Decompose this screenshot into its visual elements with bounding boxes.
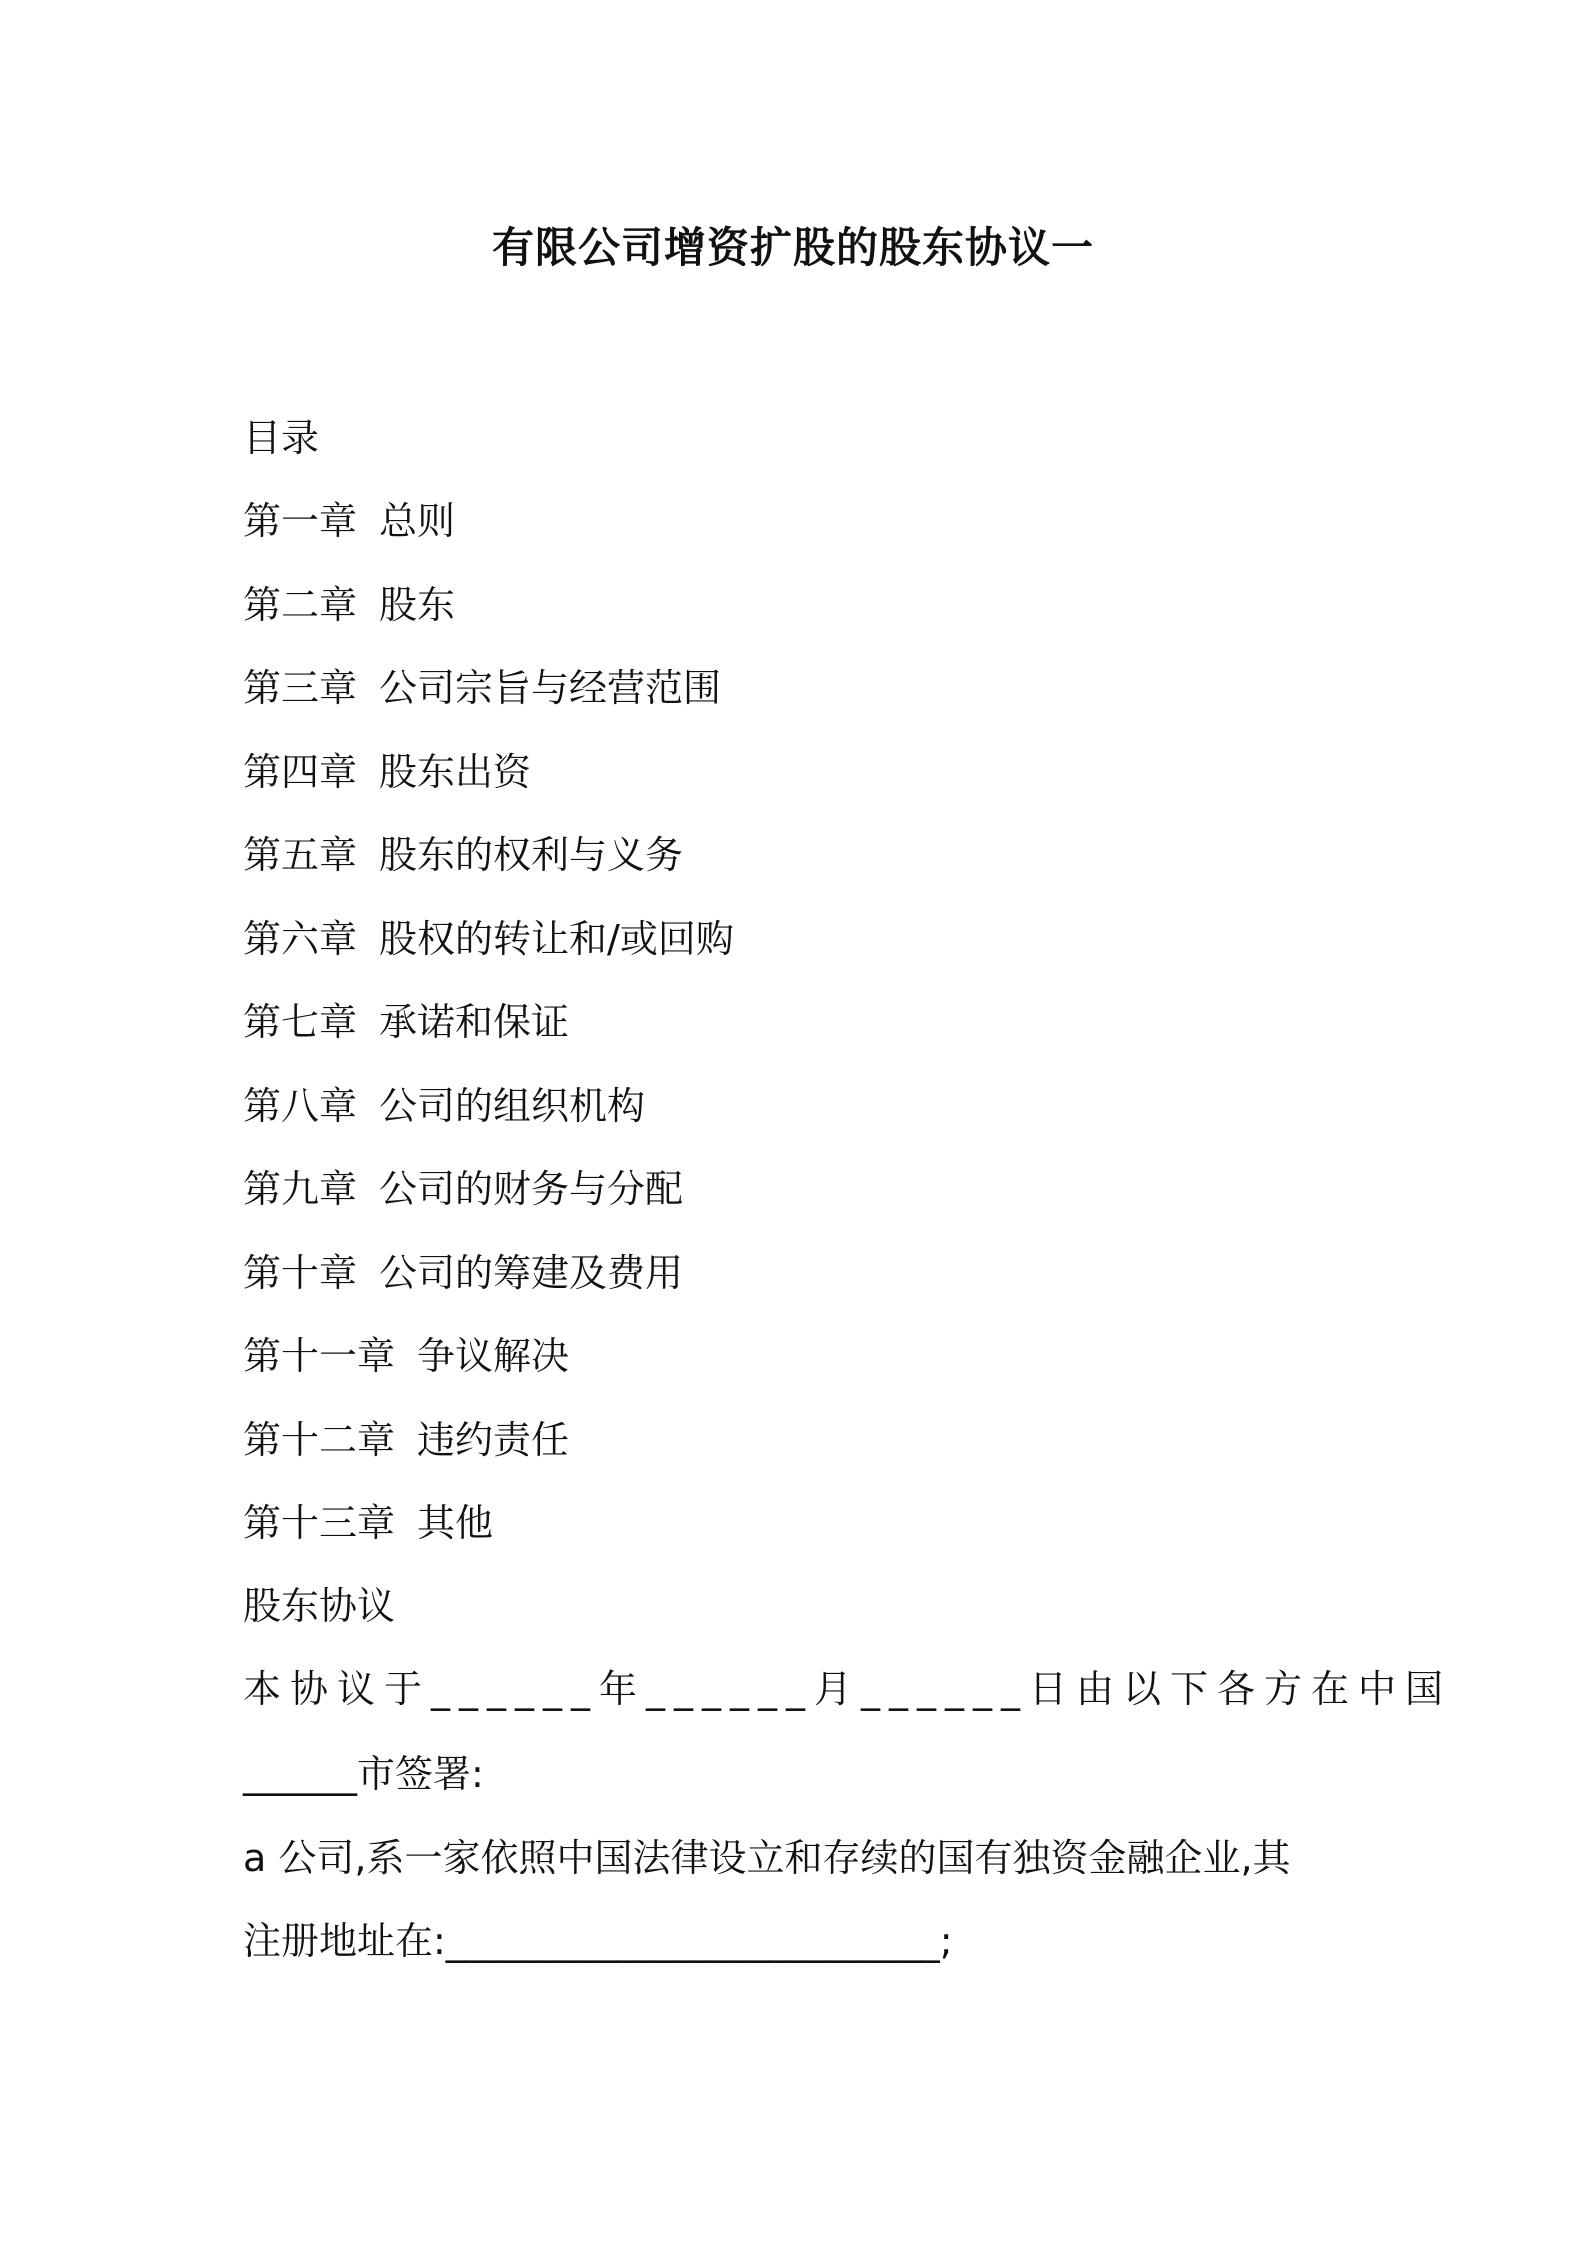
toc-item (243, 1414, 734, 1498)
chapter-number: 第十一章 (243, 1334, 396, 1378)
chapter-number: 第七章 (243, 1000, 358, 1044)
toc-item (243, 579, 734, 663)
chapter-name: 股权的转让和/或回购 (379, 916, 734, 961)
chapter-name: 公司的财务与分配 (379, 1167, 684, 1211)
toc-heading: 目录 (243, 416, 320, 460)
chapter-number: 第一章 (243, 499, 358, 543)
toc-item (243, 913, 734, 997)
chapter-name: 其他 (417, 1501, 494, 1545)
toc-item (243, 1080, 734, 1164)
chapter-name: 总则 (379, 499, 456, 543)
chapter-name: 股东 (379, 582, 456, 627)
toc-item (243, 746, 734, 830)
toc-item (243, 495, 734, 579)
chapter-name: 公司的组织机构 (379, 1083, 646, 1128)
toc-item (243, 1163, 734, 1247)
chapter-name: 股东的权利与义务 (379, 833, 684, 877)
chapter-number: 第二章 (243, 582, 358, 627)
toc-item (243, 1247, 734, 1331)
chapter-number: 第六章 (243, 916, 358, 961)
chapter-number: 第十二章 (243, 1417, 396, 1462)
chapter-number: 第八章 (243, 1083, 358, 1128)
paragraph-line: 本协议于______年______月______日由以下各方在中国 (243, 1667, 1453, 1711)
chapter-name: 争议解决 (417, 1334, 570, 1378)
paragraph-line: ______市签署: (243, 1752, 484, 1796)
toc-item (243, 829, 734, 913)
paragraph-line: 注册地址在:__________________________; (243, 1919, 953, 1963)
toc-item (243, 996, 734, 1080)
table-of-contents (243, 495, 734, 1581)
paragraph-line: a 公司,系一家依照中国法律设立和存续的国有独资金融企业,其 (243, 1836, 1291, 1880)
chapter-number: 第五章 (243, 833, 358, 877)
chapter-number: 第九章 (243, 1167, 358, 1211)
chapter-number: 第三章 (243, 666, 358, 710)
chapter-name: 公司的筹建及费用 (379, 1250, 684, 1295)
toc-item (243, 1330, 734, 1414)
toc-item (243, 662, 734, 746)
chapter-name: 违约责任 (417, 1417, 570, 1462)
chapter-name: 股东出资 (379, 749, 532, 794)
chapter-number: 第四章 (243, 749, 358, 794)
agreement-heading: 股东协议 (243, 1584, 396, 1628)
chapter-name: 承诺和保证 (379, 1000, 570, 1044)
chapter-number: 第十章 (243, 1250, 358, 1295)
chapter-name: 公司宗旨与经营范围 (379, 666, 722, 710)
document-title: 有限公司增资扩股的股东协议一 (491, 223, 1094, 272)
chapter-number: 第十三章 (243, 1501, 396, 1545)
toc-item (243, 1497, 734, 1581)
